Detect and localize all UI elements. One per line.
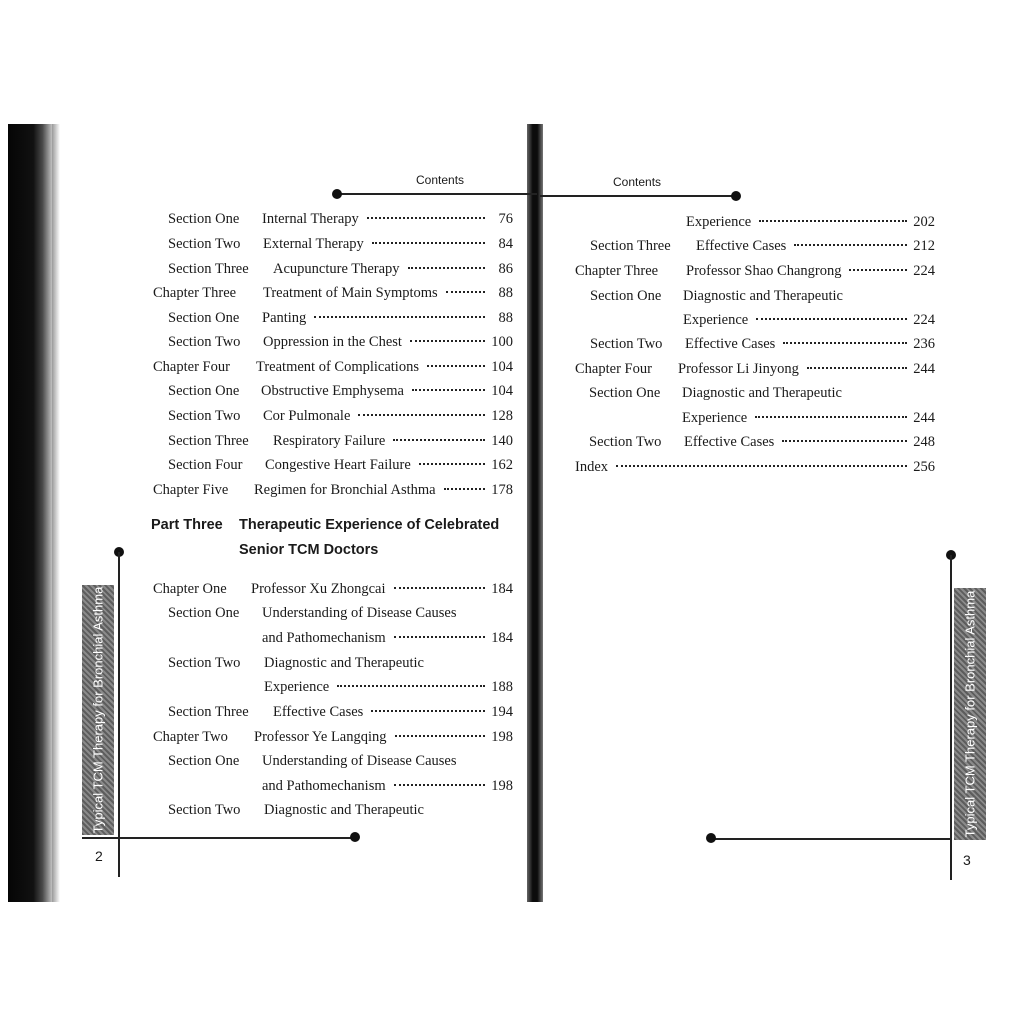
toc-title: Professor Xu Zhongcai (251, 581, 386, 597)
toc-entry (153, 726, 513, 748)
part-three-label: Part Three (151, 517, 223, 533)
toc-entry (589, 382, 935, 404)
toc-leader (394, 636, 485, 638)
toc-page: 100 (491, 334, 513, 350)
toc-title: Understanding of Disease Causes (262, 605, 457, 621)
toc-page: 244 (913, 410, 935, 426)
toc-entry (153, 356, 513, 378)
toc-entry (686, 211, 935, 233)
left-page-number: 2 (95, 848, 103, 864)
toc-title: Professor Shao Changrong (686, 263, 842, 279)
toc-leader (372, 242, 485, 244)
toc-page: 202 (913, 214, 935, 230)
toc-entry (264, 676, 513, 698)
left-side-tab (82, 585, 114, 835)
toc-title: Oppression in the Chest (263, 334, 402, 350)
toc-leader (394, 587, 485, 589)
toc-page: 88 (498, 310, 513, 326)
toc-leader (412, 389, 485, 391)
toc-entry (168, 405, 513, 427)
toc-label: Section Two (589, 434, 662, 450)
toc-label: Section Three (168, 433, 249, 449)
toc-title: Diagnostic and Therapeutic (683, 288, 843, 304)
toc-title: Diagnostic and Therapeutic (682, 385, 842, 401)
toc-leader (314, 316, 485, 318)
toc-title: Diagnostic and Therapeutic (264, 655, 424, 671)
toc-entry (168, 430, 513, 452)
toc-label: Section Three (168, 261, 249, 277)
right-side-tab (954, 588, 986, 840)
book-gutter-shadow (527, 124, 543, 902)
toc-entry (153, 282, 513, 304)
toc-page: 224 (913, 312, 935, 328)
left-side-tab-text: Typical TCM Therapy for Bronchial Asthma (90, 586, 106, 834)
toc-page: 88 (498, 285, 513, 301)
toc-title: and Pathomechanism (262, 630, 386, 646)
toc-title: Treatment of Complications (256, 359, 419, 375)
toc-entry (575, 260, 935, 282)
toc-title: Experience (683, 312, 749, 328)
toc-entry (168, 380, 513, 402)
toc-leader (807, 367, 907, 369)
right-footer-rule (711, 838, 951, 840)
toc-label: Section One (590, 288, 662, 304)
book-spine-edge (52, 124, 60, 902)
toc-page: 198 (491, 729, 513, 745)
toc-label: Chapter Five (153, 482, 229, 498)
toc-label: Index (575, 459, 609, 475)
toc-label: Section Two (590, 336, 663, 352)
toc-page: 128 (491, 408, 513, 424)
toc-entry (575, 358, 935, 380)
toc-label: Section Three (168, 704, 249, 720)
toc-label: Section Two (168, 236, 241, 252)
toc-label: Section Two (168, 334, 241, 350)
toc-page: 194 (491, 704, 513, 720)
left-running-head: Contents (416, 173, 465, 187)
toc-label: Section One (168, 211, 240, 227)
right-side-rule (950, 555, 952, 880)
toc-leader (358, 414, 485, 416)
toc-title: Panting (262, 310, 307, 326)
toc-page: 212 (913, 238, 935, 254)
toc-entry (168, 258, 513, 280)
right-running-head: Contents (613, 175, 662, 189)
left-footer-rule (82, 837, 357, 839)
toc-leader (782, 440, 907, 442)
toc-label: Chapter Two (153, 729, 228, 745)
toc-label: Chapter Four (575, 361, 652, 377)
toc-entry (590, 235, 935, 257)
toc-entry (168, 454, 513, 476)
toc-title: Effective Cases (273, 704, 364, 720)
toc-page: 256 (913, 459, 935, 475)
toc-label: Section One (168, 310, 240, 326)
toc-title: Regimen for Bronchial Asthma (254, 482, 436, 498)
toc-label: Chapter Three (575, 263, 659, 279)
toc-title: Understanding of Disease Causes (262, 753, 457, 769)
book-spine-shadow-left (8, 124, 54, 902)
toc-leader (783, 342, 907, 344)
toc-leader (427, 365, 485, 367)
toc-label: Section Two (168, 408, 241, 424)
toc-label: Chapter Four (153, 359, 230, 375)
toc-entry (168, 799, 513, 821)
toc-leader (444, 488, 485, 490)
toc-title: Professor Li Jinyong (678, 361, 799, 377)
toc-entry (168, 701, 513, 723)
toc-title: Obstructive Emphysema (261, 383, 404, 399)
toc-page: 104 (491, 359, 513, 375)
toc-title: Internal Therapy (262, 211, 359, 227)
toc-label: Section Three (590, 238, 671, 254)
toc-title: Experience (682, 410, 748, 426)
toc-title: Treatment of Main Symptoms (263, 285, 438, 301)
toc-title: Effective Cases (684, 434, 775, 450)
toc-label: Section One (168, 605, 240, 621)
toc-entry (590, 285, 935, 307)
toc-leader (759, 220, 907, 222)
toc-entry (168, 602, 513, 624)
toc-leader (393, 439, 485, 441)
toc-page: 162 (491, 457, 513, 473)
toc-label: Section One (168, 383, 240, 399)
toc-leader (794, 244, 907, 246)
toc-page: 86 (498, 261, 513, 277)
toc-title: Congestive Heart Failure (265, 457, 411, 473)
toc-leader (337, 685, 485, 687)
toc-page: 188 (491, 679, 513, 695)
toc-title: and Pathomechanism (262, 778, 386, 794)
toc-entry (168, 307, 513, 329)
toc-label: Chapter One (153, 581, 227, 597)
toc-title: External Therapy (263, 236, 364, 252)
toc-entry (590, 333, 935, 355)
right-side-tab-text: Typical TCM Therapy for Bronchial Asthma (962, 590, 978, 838)
toc-page: 140 (491, 433, 513, 449)
toc-entry (153, 578, 513, 600)
toc-entry (168, 652, 513, 674)
toc-label: Section One (589, 385, 661, 401)
toc-entry (682, 407, 935, 429)
toc-title: Respiratory Failure (273, 433, 386, 449)
right-footer-dot (706, 833, 716, 843)
toc-page: 76 (498, 211, 513, 227)
toc-page: 248 (913, 434, 935, 450)
toc-leader (756, 318, 907, 320)
toc-title: Acupuncture Therapy (273, 261, 400, 277)
toc-page: 236 (913, 336, 935, 352)
toc-entry (683, 309, 935, 331)
left-header-dot (332, 189, 342, 199)
part-three-title-line2: Senior TCM Doctors (239, 542, 379, 558)
toc-page: 84 (498, 236, 513, 252)
right-page-number: 3 (963, 852, 971, 868)
toc-label: Section Two (168, 655, 241, 671)
left-header-rule (337, 193, 537, 195)
toc-leader (394, 784, 485, 786)
toc-page: 244 (913, 361, 935, 377)
toc-leader (446, 291, 485, 293)
toc-leader (755, 416, 907, 418)
toc-entry (153, 479, 513, 501)
toc-title: Effective Cases (696, 238, 787, 254)
right-header-dot (731, 191, 741, 201)
toc-page: 184 (491, 630, 513, 646)
toc-page: 184 (491, 581, 513, 597)
toc-entry-index (575, 456, 935, 478)
toc-label: Chapter Three (153, 285, 237, 301)
toc-leader (616, 465, 907, 467)
part-three-title-line1: Therapeutic Experience of Celebrated (239, 517, 500, 533)
toc-leader (849, 269, 907, 271)
left-side-rule (118, 552, 120, 877)
toc-title: Diagnostic and Therapeutic (264, 802, 424, 818)
toc-page: 224 (913, 263, 935, 279)
toc-page: 104 (491, 383, 513, 399)
toc-label: Section Two (168, 802, 241, 818)
toc-page: 178 (491, 482, 513, 498)
toc-leader (408, 267, 485, 269)
toc-label: Section Four (168, 457, 243, 473)
toc-entry (589, 431, 935, 453)
toc-leader (371, 710, 485, 712)
toc-title: Professor Ye Langqing (254, 729, 387, 745)
toc-leader (367, 217, 485, 219)
toc-title: Experience (264, 679, 330, 695)
toc-title: Effective Cases (685, 336, 776, 352)
toc-entry (168, 331, 513, 353)
toc-leader (395, 735, 485, 737)
toc-entry (262, 627, 513, 649)
toc-entry (262, 775, 513, 797)
toc-leader (419, 463, 485, 465)
toc-label: Section One (168, 753, 240, 769)
toc-title: Cor Pulmonale (263, 408, 351, 424)
toc-title: Experience (686, 214, 752, 230)
toc-leader (410, 340, 485, 342)
right-header-rule (540, 195, 736, 197)
left-footer-dot (350, 832, 360, 842)
toc-page: 198 (491, 778, 513, 794)
toc-entry (168, 208, 513, 230)
toc-entry (168, 750, 513, 772)
toc-entry (168, 233, 513, 255)
